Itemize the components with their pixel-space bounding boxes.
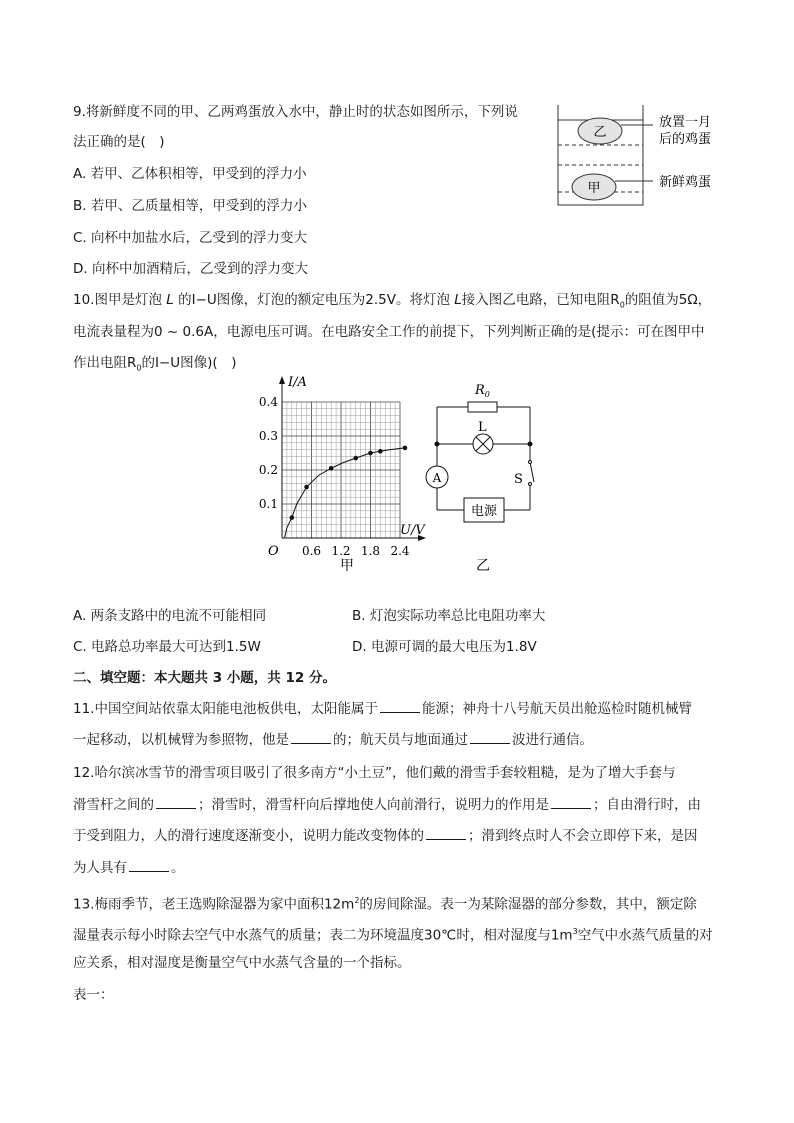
data-point (304, 485, 309, 490)
q11-text: 能源；神舟十八号航天员出舱巡检时随机械臂 (421, 701, 692, 717)
y-tick-label: 0.2 (258, 463, 278, 477)
switch-blade (530, 462, 534, 482)
y-tick-label: 0.1 (258, 497, 278, 511)
q11-text: 11.中国空间站依靠太阳能电池板供电，太阳能属于 (73, 701, 378, 717)
ammeter-label: A (432, 471, 442, 485)
q9-option-c: C. 向杯中加盐水后，乙受到的浮力变大 (73, 230, 308, 246)
q12-text: 于受到阻力，人的滑行速度逐渐变小，说明力能改变物体的 (73, 828, 424, 844)
q11-text: 波进行通信。 (512, 732, 593, 748)
q10-subscript: 0 (136, 363, 142, 373)
q13-line2 (73, 922, 713, 946)
egg-beaker-figure (553, 100, 753, 210)
graph-axes (279, 376, 426, 541)
junction-dot (435, 442, 439, 446)
answer-blank (129, 859, 169, 872)
answer-blank (426, 827, 466, 840)
q10-option-b: B. 灯泡实际功率总比电阻功率大 (352, 608, 546, 624)
origin-label: O (268, 544, 279, 559)
data-point (329, 466, 334, 471)
r0-label (474, 383, 490, 399)
junction-dot (528, 442, 532, 446)
q13-superscript: 3 (572, 927, 578, 936)
switch-label: S (514, 472, 523, 487)
answer-blank (551, 796, 591, 809)
q12-text: ；滑雪时，滑雪杆向后撑地使人向前滑行，说明力的作用是 (198, 797, 549, 813)
x-tick-label: 1.8 (360, 544, 381, 558)
q11-line1 (73, 699, 692, 719)
switch-contact (529, 483, 532, 486)
data-point (403, 446, 408, 451)
q10-option-d: D. 电源可调的最大电压为1.8V (352, 639, 537, 655)
section-heading: 二、填空题：本大题共 3 小题，共 12 分。 (73, 670, 336, 686)
q11-line2 (73, 730, 593, 750)
q11-text: 一起移动，以机械臂为参照物，他是 (73, 732, 289, 748)
q9-option-b: B. 若甲、乙质量相等，甲受到的浮力小 (73, 198, 307, 214)
q10-text: 10.图甲是灯泡 (73, 292, 167, 308)
q10-text: 的I−U图像)( ) (141, 355, 237, 371)
q13-line4: 表一： (73, 987, 114, 1003)
egg-jia-label: 甲 (587, 181, 601, 196)
label-fresh-egg: 新鲜鸡蛋 (659, 175, 712, 190)
curve-points (290, 446, 408, 520)
answer-blank (156, 796, 196, 809)
q12-line1: 12.哈尔滨冰雪节的滑雪项目吸引了很多南方“小土豆”，他们戴的滑雪手套较粗糙，是为了增大手套与 (73, 765, 676, 781)
iu-graph (259, 375, 426, 574)
r0-label-sub: 0 (484, 390, 490, 399)
switch-pivot (529, 461, 532, 464)
q13-text: 的房间除湿。表一为某除湿器的部分参数，其中，额定除 (359, 896, 697, 913)
y-axis-arrow (279, 376, 285, 384)
q13-text: 空气中水蒸气质量的对 (577, 927, 713, 944)
q10-text: 作出电阻R (73, 355, 137, 371)
q12-line3 (73, 826, 698, 846)
data-point (368, 451, 373, 456)
graph-grid (282, 402, 400, 538)
lamp-label: L (478, 420, 487, 435)
q12-line2 (73, 795, 701, 815)
label-old-egg-line1: 放置一月 (659, 115, 712, 130)
q9-stem-line2: 法正确的是( ) (73, 134, 165, 150)
q10-stem-line3 (73, 353, 236, 379)
q10-stem-line1 (73, 290, 711, 316)
q9-stem-line1: 9.将新鲜度不同的甲、乙两鸡蛋放入水中，静止时的状态如图所示，下列说 (73, 104, 518, 120)
q13-superscript: 2 (354, 896, 360, 905)
r0-label-main: R (475, 383, 485, 398)
q13-text: 湿量表示每小时除去空气中水蒸气的质量；表二为环境温度30℃时，相对湿度与1m (73, 927, 573, 944)
resistor-r0 (468, 402, 497, 412)
q9-option-d: D. 向杯中加酒精后，乙受到的浮力变大 (73, 261, 308, 277)
q10-text: 的I−U图像，灯泡的额定电压为2.5V。将灯泡 (173, 292, 455, 308)
q10-text: 的阻值为5Ω， (624, 292, 712, 308)
q10-figures (250, 370, 550, 580)
figure-jia-caption: 甲 (340, 558, 354, 574)
q10-option-c: C. 电路总功率最大可达到1.5W (73, 639, 261, 655)
q10-lamp-symbol: L (166, 292, 174, 308)
q9-option-a: A. 若甲、乙体积相等，甲受到的浮力小 (73, 166, 307, 182)
q12-text: ；滑到终点时人不会立即停下来，是因 (468, 828, 698, 844)
power-source-label: 电源 (470, 504, 498, 519)
q10-option-a: A. 两条支路中的电流不可能相同 (73, 608, 267, 624)
q13-text: 13.梅雨季节，老王选购除湿器为家中面积12m (73, 896, 355, 913)
q13-line1 (73, 891, 697, 915)
data-point (290, 515, 295, 520)
label-old-egg-line2: 后的鸡蛋 (659, 132, 712, 147)
y-axis-label: I/A (288, 375, 307, 390)
q12-text: 为人具有 (73, 860, 127, 876)
q12-text: 滑雪杆之间的 (73, 797, 154, 813)
q12-text: 。 (171, 860, 185, 876)
q10-text: 接入图乙电路，已知电阻R (461, 292, 620, 308)
answer-blank (380, 700, 420, 713)
y-tick-label: 0.4 (258, 395, 278, 409)
x-tick-label: 1.2 (331, 544, 351, 558)
answer-blank (291, 731, 331, 744)
x-axis-label: U/V (400, 523, 425, 538)
q11-text: 的；航天员与地面通过 (333, 732, 468, 748)
q13-line3: 应关系，相对湿度是衡量空气中水蒸气含量的一个指标。 (73, 955, 411, 971)
q10-stem-line2: 电流表量程为0 ~ 0.6A，电源电压可调。在电路安全工作的前提下，下列判断正确的是(提示：可在图甲中 (73, 324, 705, 340)
q12-line4 (73, 858, 185, 878)
x-tick-label: 0.6 (301, 544, 322, 558)
answer-blank (470, 731, 510, 744)
x-tick-label: 2.4 (390, 544, 410, 558)
figure-yi-caption: 乙 (476, 558, 490, 574)
data-point (353, 456, 358, 461)
egg-yi-label: 乙 (593, 125, 607, 140)
y-tick-label: 0.3 (258, 429, 278, 443)
q10-lamp-symbol: L (454, 292, 462, 308)
data-point (378, 449, 383, 454)
q12-text: ；自由滑行时，由 (593, 797, 701, 813)
q10-subscript: 0 (619, 300, 625, 310)
